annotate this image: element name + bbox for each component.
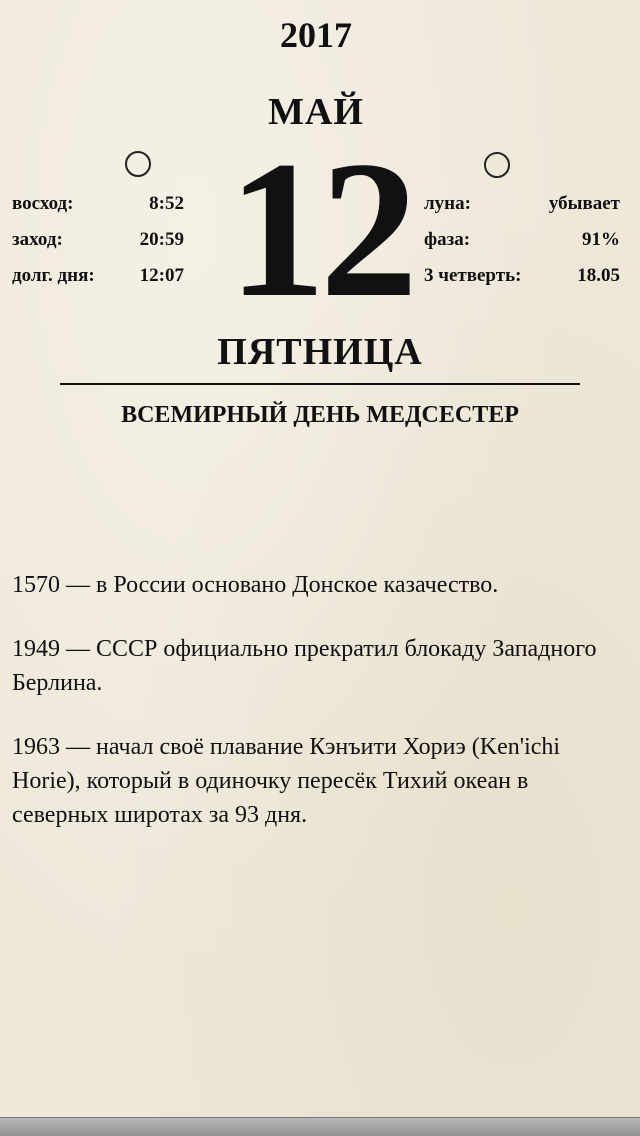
- day-length-label: долг. дня:: [12, 265, 95, 286]
- moon-phase-icon: [484, 152, 510, 178]
- moon-quarter-row: [424, 265, 620, 291]
- moon-state-label: луна:: [424, 193, 471, 214]
- moon-quarter-value: 18.05: [577, 265, 620, 286]
- moon-phase-row: [424, 229, 620, 255]
- sunset-row: [12, 229, 184, 255]
- event-item: 1949 — СССР официально прекратил блокаду Западного Берлина.: [12, 636, 597, 696]
- divider: [60, 383, 580, 385]
- event-item: 1963 — начал своё плавание Кэнъити Хориэ (Ken'ichi Horie), который в одиночку пересёк Тихий океан в северных широтах за 93 дня.: [12, 734, 561, 828]
- events-list: [12, 568, 628, 862]
- sun-icon: [125, 151, 151, 177]
- day-length-value: 12:07: [139, 265, 184, 286]
- event-item: 1570 — в России основано Донское казачество.: [12, 572, 499, 598]
- moon-phase-label: фаза:: [424, 229, 471, 250]
- sunset-label: заход:: [12, 229, 63, 250]
- moon-quarter-label: 3 четверть:: [424, 265, 522, 286]
- moon-phase-value: 91%: [582, 229, 620, 250]
- sunrise-label: восход:: [12, 193, 74, 214]
- sunrise-value: 8:52: [149, 193, 184, 214]
- day-length-row: [12, 265, 184, 291]
- sunrise-row: [12, 193, 184, 219]
- month-label: МАЙ: [268, 91, 364, 133]
- sunset-value: 20:59: [139, 229, 184, 250]
- day-number: 12: [228, 121, 412, 338]
- bottom-edge: [0, 1117, 640, 1136]
- weekday-label: ПЯТНИЦА: [217, 331, 423, 373]
- moon-state-value: убывает: [548, 193, 620, 214]
- moon-state-row: [424, 193, 620, 219]
- holiday-title: ВСЕМИРНЫЙ ДЕНЬ МЕДСЕСТЕР: [121, 402, 519, 428]
- year-label: 2017: [280, 15, 352, 55]
